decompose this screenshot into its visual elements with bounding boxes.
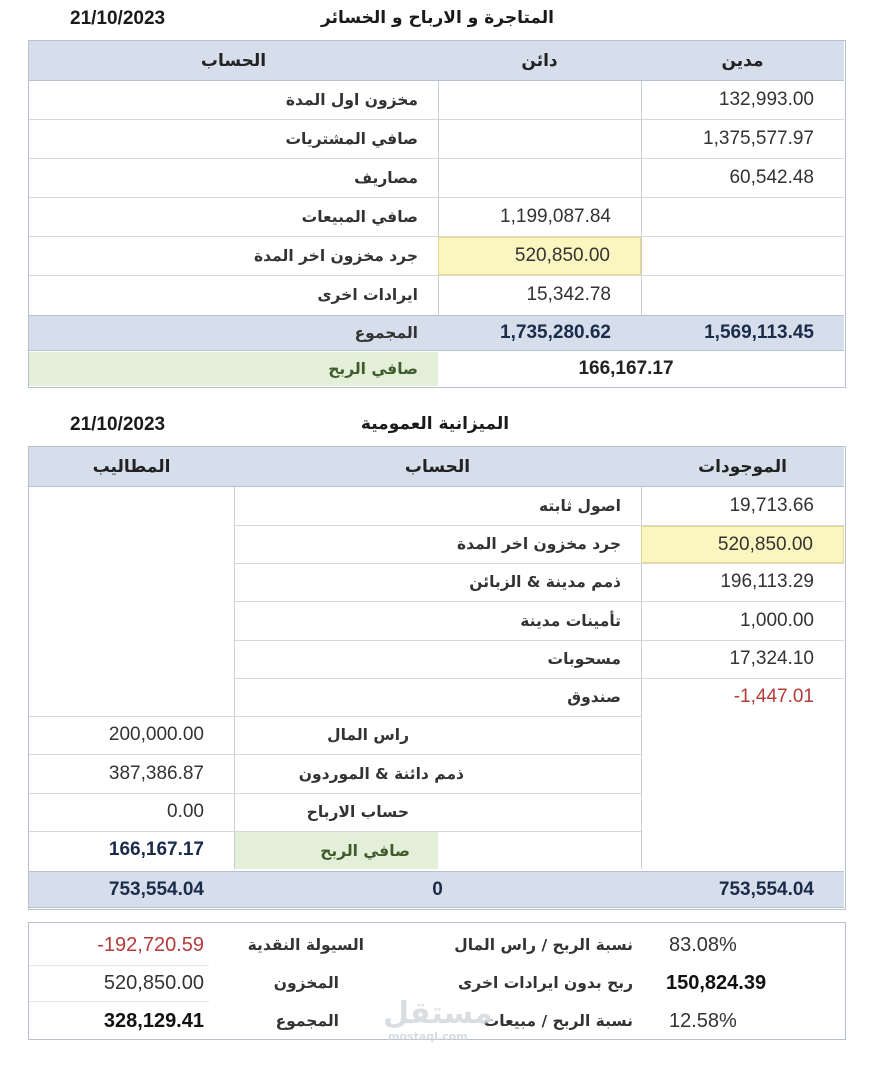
pl-total-debit: 1,569,113.45: [704, 322, 814, 343]
summary-left-value: 520,850.00: [103, 971, 204, 994]
summary-right-label: ربح بدون ايرادات اخرى: [457, 974, 633, 992]
pl-net-profit-label: صافي الربح: [29, 352, 438, 386]
pl-table: [28, 40, 846, 388]
bs-asset-value: 19,713.66: [729, 495, 814, 516]
bs-asset-account: مسحوبات: [547, 650, 621, 668]
watermark-logo: مستقل: [383, 996, 493, 1031]
pl-row-debit: 60,542.48: [729, 166, 814, 188]
pl-row-debit: 132,993.00: [718, 89, 814, 110]
summary-left-label: السيولة النقدية: [247, 936, 364, 954]
bs-total-liabilities: 753,554.04: [108, 878, 204, 900]
bs-liability-account: ذمم دائنة & الموردون: [298, 764, 464, 783]
bs-asset-account: ذمم مدينة & الزبائن: [469, 573, 621, 591]
bs-liability-value: 0.00: [167, 801, 204, 822]
bs-asset-value: 1,000.00: [740, 609, 814, 631]
watermark-url: mostaql.com: [388, 1030, 468, 1043]
bs-asset-account: جرد مخزون اخر المدة: [457, 535, 621, 553]
bs-total-middle: 0: [432, 878, 443, 900]
pl-header-credit: دائن: [521, 51, 558, 71]
summary-right-value: 150,824.39: [666, 971, 767, 994]
bs-asset-value-negative: -1,447.01: [733, 686, 814, 707]
bs-liability-value: 387,386.87: [108, 762, 204, 784]
summary-right-value: 12.58%: [669, 1009, 737, 1032]
bs-liability-net-profit-value: 166,167.17: [108, 839, 204, 860]
bs-header-liabilities: المطاليب: [92, 457, 171, 477]
bs-liability-account: راس المال: [327, 726, 409, 744]
summary-left-value: 328,129.41: [103, 1009, 204, 1032]
bs-header-assets: الموجودات: [698, 457, 787, 477]
bs-title: الميزانية العمومية: [360, 414, 510, 434]
pl-row-credit: 15,342.78: [526, 284, 611, 305]
bs-asset-value: 196,113.29: [720, 571, 814, 592]
bs-asset-account: صندوق: [567, 688, 621, 706]
pl-row-credit-highlight: 520,850.00: [438, 237, 641, 275]
pl-row-account: ايرادات اخرى: [317, 286, 418, 304]
summary-left-label: المجموع: [275, 1012, 339, 1030]
bs-liability-account: حساب الارباح: [306, 803, 409, 821]
bs-total-assets: 753,554.04: [718, 878, 814, 900]
pl-row-credit: 1,199,087.84: [500, 205, 611, 227]
bs-liability-value: 200,000.00: [108, 724, 204, 745]
bs-asset-value-highlight: 520,850.00: [641, 526, 844, 563]
pl-row-debit: 1,375,577.97: [703, 127, 814, 149]
pl-row-account: مخزون اول المدة: [285, 91, 418, 109]
bs-date: 21/10/2023: [70, 414, 166, 435]
pl-header-account: الحساب: [200, 51, 267, 71]
summary-left-value: -192,720.59: [97, 933, 204, 956]
bs-header-account: الحساب: [404, 457, 471, 477]
pl-total-label: المجموع: [354, 324, 418, 342]
pl-date: 21/10/2023: [70, 8, 166, 29]
bs-asset-account: اصول ثابته: [538, 497, 621, 515]
pl-row-account: جرد مخزون اخر المدة: [254, 246, 418, 265]
pl-header-debit: مدين: [721, 51, 764, 71]
bs-liability-net-profit-label: صافي الربح: [235, 832, 438, 869]
bs-asset-value: 17,324.10: [729, 648, 814, 669]
summary-right-label: نسبة الربح / مبيعات: [483, 1012, 633, 1030]
pl-row-account: صافي المبيعات: [301, 207, 418, 226]
pl-row-account: مصاريف: [354, 168, 418, 187]
summary-right-value: 83.08%: [669, 933, 737, 956]
pl-title: المتاجرة و الارباح و الخسائر: [321, 8, 554, 28]
summary-right-label: نسبة الربح / راس المال: [454, 936, 633, 954]
pl-total-credit: 1,735,280.62: [500, 322, 611, 343]
summary-left-label: المخزون: [273, 974, 339, 992]
bs-asset-account: تأمينات مدينة: [520, 611, 621, 630]
pl-net-profit-value: 166,167.17: [578, 358, 674, 379]
pl-row-account: صافي المشتريات: [285, 129, 418, 148]
bs-table: [28, 446, 846, 910]
